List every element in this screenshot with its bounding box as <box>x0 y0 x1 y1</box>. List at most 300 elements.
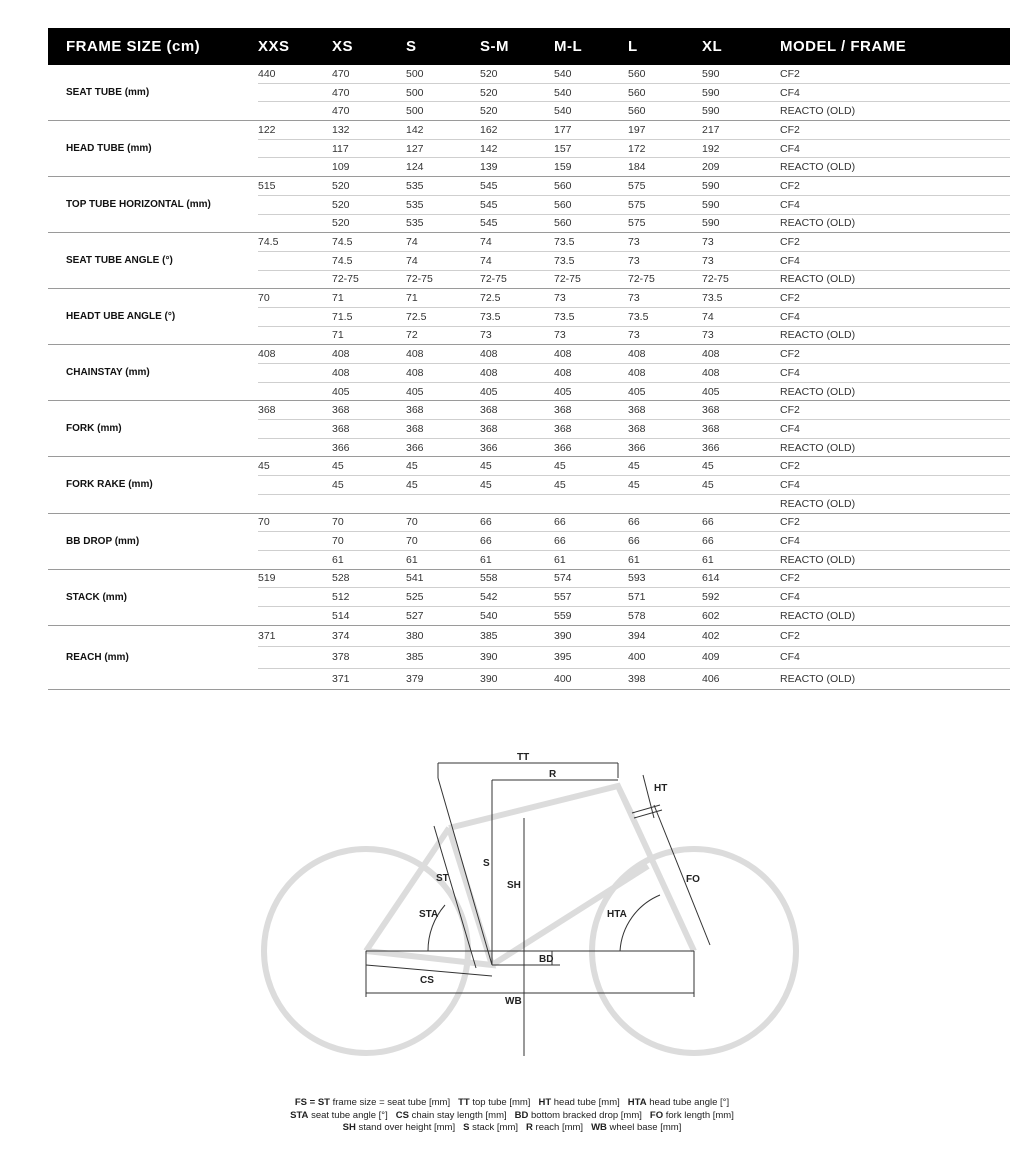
param-label: STACK (mm) <box>48 569 258 625</box>
legend-abbr: BD <box>514 1109 529 1121</box>
table-cell: 71.5 <box>332 307 406 326</box>
table-cell <box>258 195 332 214</box>
model-cell: REACTO (OLD) <box>780 214 1010 233</box>
table-cell: 71 <box>332 289 406 308</box>
table-cell: 380 <box>406 625 480 647</box>
table-cell: 540 <box>554 102 628 121</box>
table-cell: 559 <box>554 606 628 625</box>
table-cell <box>258 438 332 457</box>
param-label: SEAT TUBE (mm) <box>48 65 258 121</box>
table-cell: 45 <box>554 476 628 495</box>
table-cell: 366 <box>702 438 780 457</box>
table-cell: 545 <box>480 195 554 214</box>
table-cell: 45 <box>702 476 780 495</box>
table-cell: 545 <box>480 214 554 233</box>
table-cell: 45 <box>480 457 554 476</box>
table-cell: 520 <box>332 195 406 214</box>
table-cell: 66 <box>702 532 780 551</box>
header-size-xs: XS <box>332 28 406 65</box>
model-cell: REACTO (OLD) <box>780 158 1010 177</box>
table-cell: 70 <box>258 513 332 532</box>
legend-text: chain stay length [mm] <box>411 1109 507 1121</box>
model-cell: REACTO (OLD) <box>780 550 1010 569</box>
table-cell: 109 <box>332 158 406 177</box>
table-cell: 127 <box>406 139 480 158</box>
param-label: TOP TUBE HORIZONTAL (mm) <box>48 177 258 233</box>
table-cell: 500 <box>406 83 480 102</box>
table-cell: 45 <box>480 476 554 495</box>
table-cell: 394 <box>628 625 702 647</box>
table-cell: 408 <box>702 345 780 364</box>
model-cell: REACTO (OLD) <box>780 270 1010 289</box>
label-r: R <box>549 769 557 780</box>
table-cell: 575 <box>628 214 702 233</box>
table-row <box>48 233 1010 252</box>
table-cell: 368 <box>554 401 628 420</box>
table-cell: 408 <box>554 364 628 383</box>
table-cell: 72 <box>406 326 480 345</box>
table-cell: 66 <box>554 532 628 551</box>
table-cell: 593 <box>628 569 702 588</box>
label-bd: BD <box>539 954 554 965</box>
legend-entry <box>295 1097 450 1108</box>
legend-text: stand over height [mm] <box>358 1122 456 1133</box>
table-cell: 470 <box>332 65 406 83</box>
param-group <box>48 233 1010 289</box>
table-cell: 540 <box>554 83 628 102</box>
header-size-s-m: S-M <box>480 28 554 65</box>
legend-abbr: HT <box>538 1097 552 1108</box>
table-cell: 470 <box>332 102 406 121</box>
geometry-table <box>48 28 1010 690</box>
table-cell <box>258 364 332 383</box>
table-cell: 73 <box>628 289 702 308</box>
table-cell: 74.5 <box>332 251 406 270</box>
param-group <box>48 345 1010 401</box>
table-cell: 500 <box>406 102 480 121</box>
table-cell: 520 <box>332 177 406 196</box>
table-row <box>48 401 1010 420</box>
table-cell: 70 <box>332 513 406 532</box>
param-label: FORK (mm) <box>48 401 258 457</box>
table-cell: 132 <box>332 121 406 140</box>
table-cell: 66 <box>628 513 702 532</box>
table-cell: 73.5 <box>554 233 628 252</box>
table-cell: 70 <box>258 289 332 308</box>
table-cell <box>258 214 332 233</box>
table-cell: 500 <box>406 65 480 83</box>
model-cell: CF4 <box>780 307 1010 326</box>
table-cell: 408 <box>480 345 554 364</box>
table-cell: 209 <box>702 158 780 177</box>
model-cell: CF4 <box>780 251 1010 270</box>
model-cell: CF2 <box>780 625 1010 647</box>
header-frame-size: FRAME SIZE (cm) <box>48 28 258 65</box>
table-cell: 70 <box>406 532 480 551</box>
table-cell: 139 <box>480 158 554 177</box>
table-cell: 541 <box>406 569 480 588</box>
table-cell: 575 <box>628 177 702 196</box>
table-cell: 405 <box>554 382 628 401</box>
table-cell: 368 <box>406 420 480 439</box>
table-cell <box>702 494 780 513</box>
table-cell: 408 <box>332 345 406 364</box>
legend-line <box>0 1122 1024 1135</box>
legend-abbr: WB <box>591 1122 607 1133</box>
table-cell: 61 <box>554 550 628 569</box>
table-cell: 390 <box>480 668 554 690</box>
table-cell: 159 <box>554 158 628 177</box>
table-cell: 368 <box>702 420 780 439</box>
table-cell: 72-75 <box>628 270 702 289</box>
table-cell: 72-75 <box>554 270 628 289</box>
table-cell: 525 <box>406 588 480 607</box>
header-model-frame: MODEL / FRAME <box>780 28 1010 65</box>
table-cell: 408 <box>406 364 480 383</box>
table-cell: 66 <box>480 513 554 532</box>
legend-text: top tube [mm] <box>472 1097 531 1108</box>
table-cell: 73.5 <box>702 289 780 308</box>
table-cell: 197 <box>628 121 702 140</box>
table-cell: 408 <box>702 364 780 383</box>
model-cell: CF4 <box>780 195 1010 214</box>
legend-text: bottom bracked drop [mm] <box>531 1109 642 1121</box>
model-cell: CF2 <box>780 233 1010 252</box>
table-cell: 409 <box>702 647 780 669</box>
table-cell: 366 <box>406 438 480 457</box>
table-cell: 560 <box>628 102 702 121</box>
table-cell: 557 <box>554 588 628 607</box>
label-wb: WB <box>505 996 522 1007</box>
table-cell: 560 <box>554 195 628 214</box>
table-cell: 602 <box>702 606 780 625</box>
table-cell: 368 <box>480 401 554 420</box>
table-cell <box>258 476 332 495</box>
label-hta: HTA <box>607 909 627 920</box>
table-cell: 45 <box>628 457 702 476</box>
table-cell: 368 <box>702 401 780 420</box>
table-cell <box>258 668 332 690</box>
param-group <box>48 401 1010 457</box>
legend-abbr: TT <box>458 1097 470 1108</box>
model-cell: CF4 <box>780 83 1010 102</box>
table-cell: 527 <box>406 606 480 625</box>
table-cell: 402 <box>702 625 780 647</box>
table-cell <box>258 158 332 177</box>
table-cell: 385 <box>480 625 554 647</box>
table-cell: 45 <box>554 457 628 476</box>
table-cell: 74 <box>480 251 554 270</box>
param-group <box>48 569 1010 625</box>
param-group <box>48 289 1010 345</box>
table-cell: 217 <box>702 121 780 140</box>
table-cell: 520 <box>480 102 554 121</box>
table-cell: 66 <box>480 532 554 551</box>
header-size-s: S <box>406 28 480 65</box>
table-cell: 73 <box>554 326 628 345</box>
table-cell <box>258 647 332 669</box>
legend-text: frame size = seat tube [mm] <box>332 1097 451 1108</box>
table-cell: 368 <box>554 420 628 439</box>
model-cell: CF2 <box>780 457 1010 476</box>
legend-entry <box>628 1097 729 1108</box>
table-cell <box>258 326 332 345</box>
table-cell: 590 <box>702 195 780 214</box>
legend-text: stack [mm] <box>472 1122 519 1133</box>
table-cell: 535 <box>406 195 480 214</box>
table-cell: 379 <box>406 668 480 690</box>
table-cell: 405 <box>406 382 480 401</box>
model-cell: CF2 <box>780 345 1010 364</box>
label-st: ST <box>436 873 449 884</box>
table-cell: 73 <box>480 326 554 345</box>
model-cell: CF4 <box>780 588 1010 607</box>
table-cell <box>258 532 332 551</box>
table-cell: 45 <box>332 476 406 495</box>
table-cell: 542 <box>480 588 554 607</box>
table-cell: 535 <box>406 214 480 233</box>
table-cell: 117 <box>332 139 406 158</box>
table-cell: 520 <box>480 83 554 102</box>
table-cell: 405 <box>480 382 554 401</box>
model-cell: CF2 <box>780 65 1010 83</box>
table-cell: 560 <box>554 214 628 233</box>
table-cell: 73 <box>628 233 702 252</box>
legend-text: head tube angle [°] <box>649 1097 730 1108</box>
table-cell: 590 <box>702 177 780 196</box>
table-cell: 371 <box>258 625 332 647</box>
header-size-l: L <box>628 28 702 65</box>
table-cell: 440 <box>258 65 332 83</box>
table-cell <box>628 494 702 513</box>
table-cell: 71 <box>332 326 406 345</box>
table-cell: 61 <box>480 550 554 569</box>
param-group <box>48 177 1010 233</box>
model-cell: CF2 <box>780 513 1010 532</box>
param-label: REACH (mm) <box>48 625 258 690</box>
label-fo: FO <box>686 874 700 885</box>
model-cell: CF2 <box>780 289 1010 308</box>
abbreviation-legend <box>0 1097 1024 1135</box>
table-cell: 124 <box>406 158 480 177</box>
table-cell: 74 <box>406 233 480 252</box>
table-cell: 368 <box>480 420 554 439</box>
table-cell: 371 <box>332 668 406 690</box>
table-cell: 405 <box>332 382 406 401</box>
legend-entry <box>526 1122 583 1133</box>
table-cell: 366 <box>554 438 628 457</box>
table-cell: 72.5 <box>480 289 554 308</box>
table-cell: 66 <box>554 513 628 532</box>
table-row <box>48 513 1010 532</box>
table-cell: 575 <box>628 195 702 214</box>
legend-text: seat tube angle [°] <box>311 1109 388 1121</box>
legend-text: fork length [mm] <box>665 1109 734 1121</box>
table-cell: 366 <box>628 438 702 457</box>
table-cell <box>258 270 332 289</box>
table-cell: 535 <box>406 177 480 196</box>
model-cell: CF4 <box>780 476 1010 495</box>
param-group <box>48 65 1010 121</box>
table-cell: 366 <box>332 438 406 457</box>
param-label: CHAINSTAY (mm) <box>48 345 258 401</box>
legend-abbr: R <box>526 1122 533 1133</box>
table-cell: 390 <box>480 647 554 669</box>
table-cell: 405 <box>628 382 702 401</box>
table-cell: 66 <box>628 532 702 551</box>
table-cell: 45 <box>702 457 780 476</box>
param-label: HEAD TUBE (mm) <box>48 121 258 177</box>
legend-text: wheel base [mm] <box>609 1122 682 1133</box>
table-cell: 560 <box>628 83 702 102</box>
table-row <box>48 289 1010 308</box>
table-cell: 177 <box>554 121 628 140</box>
table-cell: 74 <box>406 251 480 270</box>
table-cell: 540 <box>554 65 628 83</box>
model-cell: CF2 <box>780 569 1010 588</box>
legend-abbr: FO <box>649 1109 664 1121</box>
table-cell: 408 <box>332 364 406 383</box>
table-cell: 571 <box>628 588 702 607</box>
legend-entry <box>650 1110 734 1121</box>
table-cell: 398 <box>628 668 702 690</box>
param-group <box>48 625 1010 690</box>
table-cell: 72-75 <box>480 270 554 289</box>
legend-abbr: FS = ST <box>294 1097 330 1108</box>
table-cell: 73.5 <box>480 307 554 326</box>
table-cell: 73 <box>702 251 780 270</box>
table-cell: 74.5 <box>258 233 332 252</box>
table-cell: 408 <box>258 345 332 364</box>
legend-abbr: CS <box>395 1109 409 1121</box>
table-cell: 66 <box>702 513 780 532</box>
table-row <box>48 345 1010 364</box>
model-cell: REACTO (OLD) <box>780 438 1010 457</box>
header-size-xl: XL <box>702 28 780 65</box>
table-cell: 406 <box>702 668 780 690</box>
legend-entry <box>396 1110 507 1121</box>
table-cell: 73 <box>702 326 780 345</box>
table-cell: 368 <box>258 401 332 420</box>
legend-abbr: SH <box>342 1122 356 1133</box>
label-tt: TT <box>517 752 530 763</box>
table-cell: 73 <box>702 233 780 252</box>
legend-line <box>0 1097 1024 1110</box>
table-row <box>48 569 1010 588</box>
table-cell <box>332 494 406 513</box>
table-cell: 514 <box>332 606 406 625</box>
table-cell <box>258 139 332 158</box>
legend-text: head tube [mm] <box>553 1097 620 1108</box>
legend-entry <box>290 1110 388 1121</box>
table-cell: 73.5 <box>554 307 628 326</box>
table-cell <box>480 494 554 513</box>
table-cell: 70 <box>332 532 406 551</box>
model-cell: REACTO (OLD) <box>780 382 1010 401</box>
table-cell: 142 <box>406 121 480 140</box>
table-cell: 142 <box>480 139 554 158</box>
table-cell: 374 <box>332 625 406 647</box>
model-cell: CF4 <box>780 364 1010 383</box>
model-cell: REACTO (OLD) <box>780 494 1010 513</box>
frame-icon <box>366 786 694 965</box>
table-cell: 578 <box>628 606 702 625</box>
header-size-xxs: XXS <box>258 28 332 65</box>
table-row <box>48 65 1010 83</box>
table-cell: 122 <box>258 121 332 140</box>
table-cell: 574 <box>554 569 628 588</box>
table-cell: 519 <box>258 569 332 588</box>
table-cell: 74 <box>702 307 780 326</box>
model-cell: REACTO (OLD) <box>780 668 1010 690</box>
table-cell: 70 <box>406 513 480 532</box>
table-row <box>48 121 1010 140</box>
table-cell: 72-75 <box>702 270 780 289</box>
table-row <box>48 457 1010 476</box>
table-cell <box>258 102 332 121</box>
model-cell: CF2 <box>780 121 1010 140</box>
table-cell <box>554 494 628 513</box>
table-cell: 520 <box>332 214 406 233</box>
legend-entry <box>591 1122 681 1133</box>
table-cell: 45 <box>332 457 406 476</box>
legend-abbr: STA <box>290 1109 309 1121</box>
model-cell: CF2 <box>780 401 1010 420</box>
param-label: HEADT UBE ANGLE (°) <box>48 289 258 345</box>
table-cell: 45 <box>406 476 480 495</box>
model-cell: REACTO (OLD) <box>780 606 1010 625</box>
table-cell: 408 <box>554 345 628 364</box>
table-cell: 73 <box>628 251 702 270</box>
legend-entry <box>343 1122 455 1133</box>
legend-entry <box>463 1122 518 1133</box>
table-cell <box>258 606 332 625</box>
table-cell: 540 <box>480 606 554 625</box>
legend-text: reach [mm] <box>535 1122 584 1133</box>
table-cell: 528 <box>332 569 406 588</box>
table-cell: 72.5 <box>406 307 480 326</box>
table-row <box>48 625 1010 647</box>
table-cell: 73 <box>628 326 702 345</box>
table-cell: 614 <box>702 569 780 588</box>
table-cell: 73 <box>554 289 628 308</box>
table-cell: 592 <box>702 588 780 607</box>
table-cell: 368 <box>332 420 406 439</box>
table-cell: 590 <box>702 65 780 83</box>
model-cell: CF4 <box>780 532 1010 551</box>
table-cell: 157 <box>554 139 628 158</box>
table-cell: 45 <box>406 457 480 476</box>
table-header-row <box>48 28 1010 65</box>
table-cell <box>258 420 332 439</box>
label-sh: SH <box>507 880 521 891</box>
param-label: SEAT TUBE ANGLE (°) <box>48 233 258 289</box>
label-sta: STA <box>419 909 439 920</box>
table-cell: 378 <box>332 647 406 669</box>
table-cell: 61 <box>406 550 480 569</box>
model-cell: CF4 <box>780 647 1010 669</box>
header-size-m-l: M-L <box>554 28 628 65</box>
model-cell: REACTO (OLD) <box>780 102 1010 121</box>
legend-entry <box>515 1110 642 1121</box>
table-cell <box>258 588 332 607</box>
table-cell: 408 <box>480 364 554 383</box>
table-cell <box>258 83 332 102</box>
table-cell: 72-75 <box>332 270 406 289</box>
table-cell: 45 <box>258 457 332 476</box>
model-cell: CF4 <box>780 139 1010 158</box>
table-cell: 512 <box>332 588 406 607</box>
